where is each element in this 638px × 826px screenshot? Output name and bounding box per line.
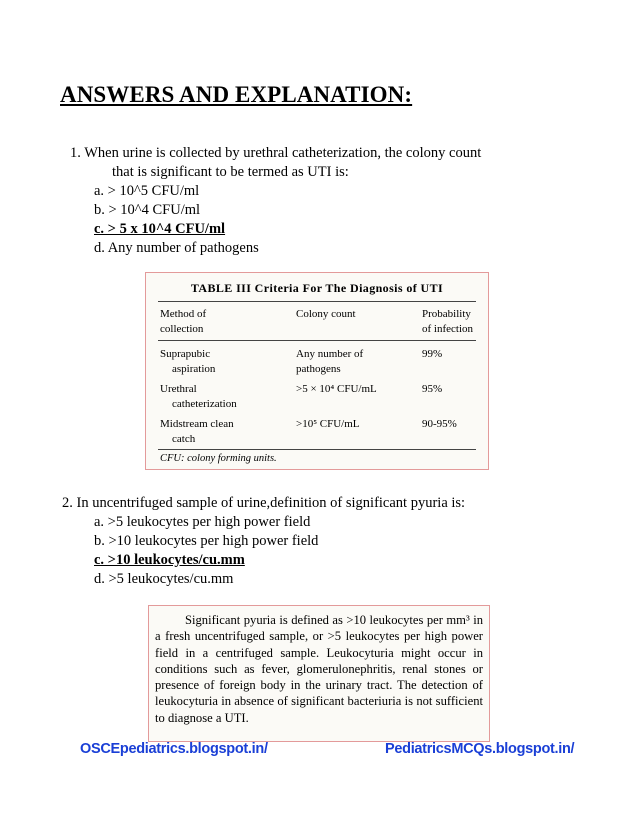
- pyuria-explanation-text: Significant pyuria is defined as >10 leukocytes per mm³ in a fresh uncentrifuged sample, or >5 leukocytes per high power field in a centrifuged sample. Leukocyturia might occur in conditions such as fever, glomerulonephritis, renal stones or presence of foreign body in the urinary tract. The detection of leukocyturia in absence of significant bacteriuria is not sufficient to diagnose a UTI.: [155, 613, 483, 725]
- question-2-stem: 2. In uncentrifuged sample of urine,definition of significant pyuria is:: [62, 495, 466, 511]
- table-footnote: CFU: colony forming units.: [160, 453, 277, 464]
- q1-option-d: d. Any number of pathogens: [94, 240, 259, 256]
- q1-option-a: a. > 10^5 CFU/ml: [94, 183, 200, 199]
- table-row-2-prob: 95%: [422, 383, 443, 395]
- q2-option-d: d. >5 leukocytes/cu.mm: [94, 571, 234, 587]
- footer-link-oscepediatrics[interactable]: OSCEpediatrics.blogspot.in/: [80, 741, 268, 757]
- table-row-3-count: >10⁵ CFU/mL: [296, 418, 360, 430]
- question-1: [70, 144, 481, 163]
- table-row-1-method: Suprapubic aspiration: [160, 348, 216, 375]
- table-row-3-method: Midstream clean catch: [160, 418, 234, 445]
- question-2-options: [94, 513, 318, 589]
- table-row-3-prob: 90-95%: [422, 418, 457, 430]
- uti-criteria-table-figure: [145, 272, 489, 470]
- table-bottom-rule: [158, 449, 476, 450]
- table-row-1-count: Any number of pathogens: [296, 348, 364, 375]
- question-1-stem-line1: 1. When urine is collected by urethral catheterization, the colony count: [70, 145, 482, 161]
- header-method: Method of collection: [160, 308, 207, 335]
- q1-option-b: b. > 10^4 CFU/ml: [94, 202, 201, 218]
- table-title: TABLE III Criteria For The Diagnosis of UTI: [190, 281, 444, 295]
- footer-link-pediatricsmcqs[interactable]: PediatricsMCQs.blogspot.in/: [385, 741, 575, 757]
- q1-option-c-correct: c. > 5 x 10^4 CFU/ml: [94, 221, 226, 237]
- header-probability: Probability of infection: [422, 308, 474, 335]
- header-colony-count: Colony count: [296, 308, 356, 320]
- page-heading: ANSWERS AND EXPLANATION:: [60, 82, 413, 107]
- pyuria-explanation-figure: [148, 605, 490, 742]
- question-1-options: [94, 182, 259, 258]
- table-row-1-prob: 99%: [422, 348, 443, 360]
- q2-option-b: b. >10 leukocytes per high power field: [94, 533, 319, 549]
- table-header-rule: [158, 340, 476, 341]
- table-row-2-count: >5 × 10⁴ CFU/mL: [296, 383, 377, 395]
- table-top-rule: [158, 301, 476, 302]
- table-row-2-method: Urethral catheterization: [160, 383, 237, 410]
- question-1-stem-line2: that is significant to be termed as UTI is:: [112, 164, 349, 180]
- q2-option-c-correct: c. >10 leukocytes/cu.mm: [94, 552, 245, 568]
- q2-option-a: a. >5 leukocytes per high power field: [94, 514, 311, 530]
